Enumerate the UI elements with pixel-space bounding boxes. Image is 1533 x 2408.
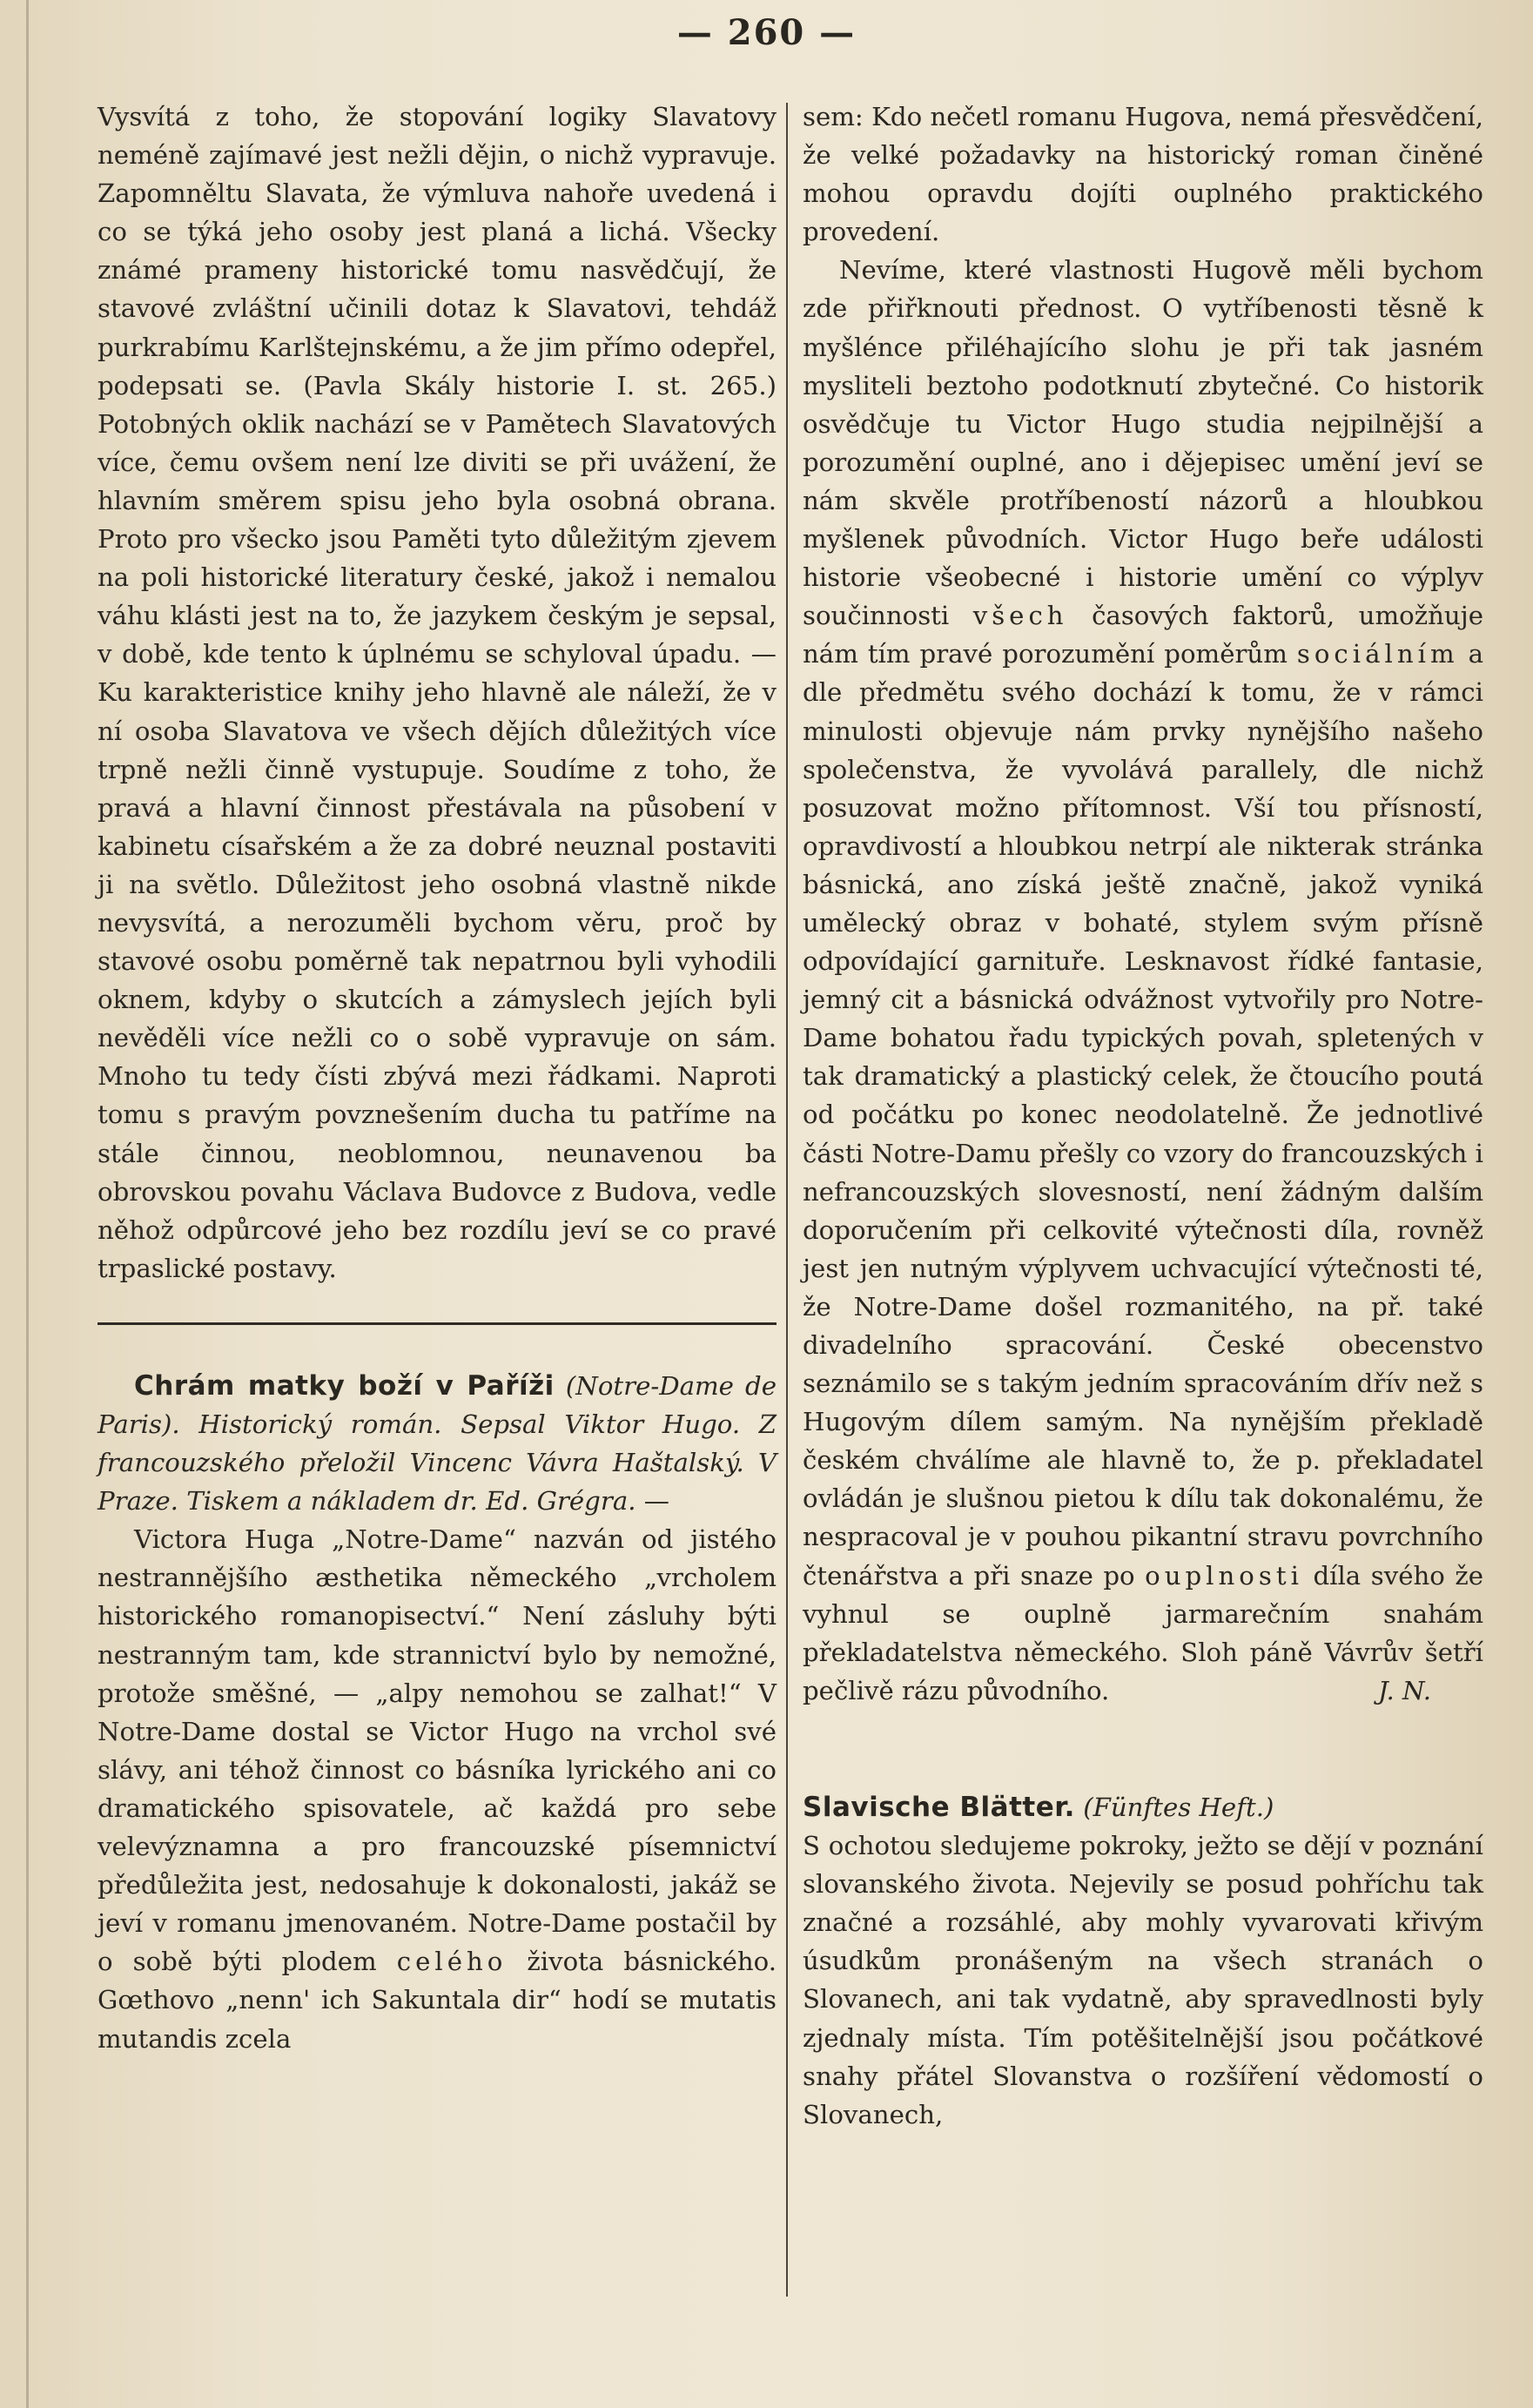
review-dash: — xyxy=(635,1486,669,1517)
right-column xyxy=(803,98,1483,2134)
review-signature: J. N. xyxy=(1378,1675,1431,1705)
review-heading xyxy=(97,1367,777,1520)
left-paragraph-2-a: Victora Huga „Notre-Dame“ nazván od jistého nestrannějšího æsthetika německého „vrcholem historického romanopisectví.“ Není zásluhy býti nestranným tam, kde strannictví bylo by nemožné, protože směšné, — „alpy nemohou se zalhat!“ V Notre-Dame dostal se Victor Hugo na vrchol své slávy, ani téhož činnost co básníka lyrického ani co dramatického spisovatele, ač každá pro sebe velevýznamna a pro francouzské písemnictví předůležita jest, nedosahuje k dokonalosti, jakáž se jeví v romanu jmenovaném. Notre-Dame postačil by o sobě býti plodem xyxy=(97,1524,777,1977)
section-gap xyxy=(803,1710,1483,1788)
page-number: — 260 — xyxy=(676,12,857,53)
right-paragraph-2 xyxy=(803,251,1483,1710)
review-subtitle: (Notre-Dame de Paris). Historický román. Sepsal Viktor Hugo. Z francouzského přeložil Vincenc Vávra Haštalský. V Praze. Tiskem a nákladem dr. Ed. Grégra. xyxy=(97,1370,777,1517)
right-paragraph-2-a: Nevíme, které vlastnosti Hugově měli bychom zde přiřknouti přednost. O vytříbenosti těsně k myšlénce přiléhajícího slohu je při tak jasném mysliteli beztoho podotknutí zbytečné. Co historik osvědčuje tu Victor Hugo studia nejpilnější a porozumění ouplné, ano i dějepisec umění jeví se nám skvěle protříbeností názorů a hloubkou myšlenek původních. Victor Hugo beře události historie všeobecné i historie umění co výplyv součinnosti xyxy=(803,255,1483,631)
right-paragraph-2-b: časových faktorů, umožňuje nám tím pravé porozumění poměrům xyxy=(803,601,1483,669)
slavische-heading xyxy=(803,1788,1483,1826)
slavische-title: Slavische Blätter. xyxy=(803,1791,1075,1823)
right-paragraph-3: S ochotou sledujeme pokroky, ježto se dějí v poznání slovanského života. Nejevily se posud pohříchu tak značné a rozsáhlé, aby mohly vyvarovati křivým úsudkům pronášeným na všech stranách o Slovanech, ani tak vydatně, aby spravedlnosti byly zjednaly místa. Tím potěšitelnější jsou počátkové snahy přátel Slovanstva o rozšíření vědomostí o Slovanech, xyxy=(803,1831,1483,2129)
left-paragraph-2-b: života básnického. Gœthovo „nenn' ich Sakuntala dir“ hodí se mutatis mutandis zcela xyxy=(97,1947,777,2054)
right-paragraph-2-spaced-1: všech xyxy=(972,601,1068,631)
left-paragraph-2-spaced: celého xyxy=(396,1947,508,1977)
right-paragraph-2-spaced-3: ouplnosti xyxy=(1145,1560,1303,1591)
page-edge-shadow xyxy=(26,0,29,2408)
right-paragraph-2-spaced-2: sociálním xyxy=(1296,639,1459,669)
right-paragraph-2-d: díla svého že vyhnul se ouplně jarmarečním snahám překladatelstva německého. Sloh páně Vávrův šetří pečlivě rázu původního. xyxy=(803,1560,1483,1705)
column-divider xyxy=(786,103,788,2297)
section-rule xyxy=(97,1322,777,1325)
left-column xyxy=(97,98,777,2058)
right-paragraph-2-c: a dle předmětu svého dochází k tomu, že v rámci minulosti objevuje nám prvky nynějšího našeho společenstva, že vyvolává parallely, dle nichž posuzovat možno přítomnost. Vší tou přísností, opravdivostí a hloubkou netrpí ale nikterak stránka básnická, ano získá ještě značně, jakož vyniká umělecký obraz v bohaté, stylem svým přísně odpovídající garnituře. Lesknavost řídké fantasie, jemný cit a básnická odvážnost vytvořily pro Notre-Dame bohatou řadu typických povah, spletených v tak dramatický a plastický celek, že čtoucího poutá od počátku po konec neodolatelně. Že jednotlivé části Notre-Damu přešly co vzory do francouzských i nefrancouzských slovesností, není žádným dalším doporučením při celkovité výtečnosti díla, rovněž jest jen nutným výplyvem uchvacující výtečnosti té, že Notre-Dame došel rozmanitého, na př. také divadelního spracování. České obecenstvo seznámilo se s takým jedním spracováním dřív než s Hugovým dílem samým. Na nynějším překladě českém chválíme ale hlavně to, že p. překladatel ovládán je slušnou pietou k dílu tak dokonalému, že nespracoval je v pouhou pikantní stravu povrchního čtenářstva a při snaze po xyxy=(803,639,1483,1591)
right-paragraph-1: sem: Kdo nečetl romanu Hugova, nemá přesvědčení, že velké požadavky na historický roman činěné mohou opravdu dojíti ouplného praktického provedení. xyxy=(803,102,1483,247)
left-paragraph-2 xyxy=(97,1520,777,2057)
review-title: Chrám matky boží v Paříži xyxy=(134,1369,555,1402)
left-paragraph-1: Vysvítá z toho, že stopování logiky Slavatovy neméně zajímavé jest nežli dějin, o nichž vypravuje. Zapomněltu Slavata, že výmluva nahoře uvedená i co se týká jeho osoby jest planá a lichá. Všecky známé prameny historické tomu nasvědčují, že stavové zvláštní učinili dotaz k Slavatovi, tehdáž purkrabímu Karlštejnskému, a že jim přímo odepřel, podepsati se. (Pavla Skály historie I. st. 265.) Potobných oklik nachází se v Pamětech Slavatových více, čemu ovšem není lze diviti se při uvážení, že hlavním směrem spisu jeho byla osobná obrana. Proto pro všecko jsou Paměti tyto důležitým zjevem na poli historické literatury české, jakož i nemalou váhu klásti jest na to, že jazykem českým je sepsal, v době, kde tento k úplnému se schyloval úpadu. — Ku karakteristice knihy jeho hlavně ale náleží, že v ní osoba Slavatova ve všech dějích důležitých více trpně nežli činně vystupuje. Soudíme z toho, že pravá a hlavní činnost přestávala na působení v kabinetu císařském a že za dobré neuznal postaviti ji na světlo. Důležitost jeho osobná vlastně nikde nevysvítá, a nerozuměli bychom věru, proč by stavové osobu poměrně tak nepatrnou byli vyhodili oknem, kdyby o skutcích a zámyslech jejích byli nevěděli více nežli co o sobě vypravuje on sám. Mnoho tu tedy čísti zbývá mezi řádkami. Naproti tomu s pravým povznešením ducha tu patříme na stále činnou, neoblomnou, neunavenou ba obrovskou povahu Václava Budovce z Budova, vedle něhož odpůrcové jeho bez rozdílu jeví se co pravé trpaslické postavy. xyxy=(97,102,777,1283)
slavische-subtitle: (Fünftes Heft.) xyxy=(1083,1792,1274,1822)
